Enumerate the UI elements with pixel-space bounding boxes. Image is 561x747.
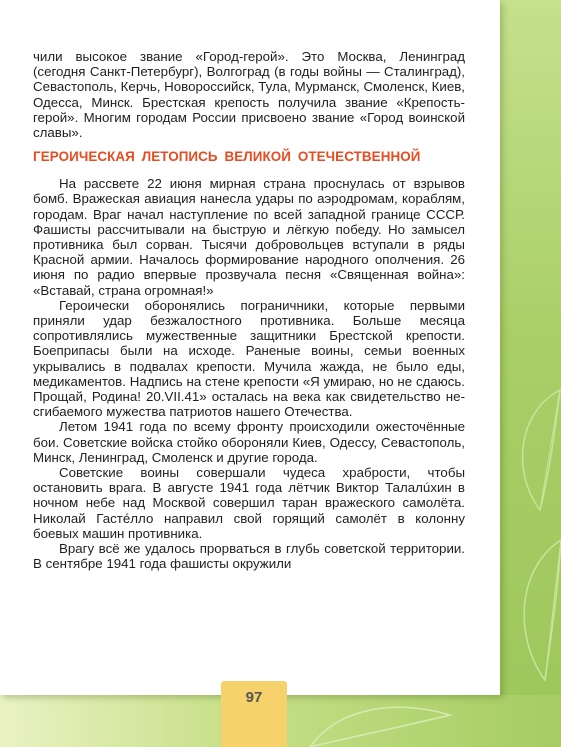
paragraph-summer-1941: Летом 1941 года по всему фронту происходили ожесточённые бои. Советские войска стойко обороняли Киев, Одессу, Севастополь, Минск, Ленинград, Смоленск и другие города. [33,419,465,465]
page-text [33,49,465,572]
page-number: 97 [245,689,263,706]
background-right-strip [500,0,561,747]
section-heading: ГЕРОИЧЕСКАЯ ЛЕТОПИСЬ ВЕЛИКОЙ ОТЕЧЕСТВЕННОЙ [33,149,421,165]
paragraph-june-22: На рассвете 22 июня мирная страна проснулась от взрывов бомб. Вражеская авиация нанесла удары по аэродромам, кораблям, городам. Враг начал наступление по всей западной границе СССР. Фашисты рассчитывали на быструю и лёгкую победу. Но замысел противника был сорван. Тысячи добровольцев вступали в ряды Красной армии. Началось формирование народного ополчения. 26 июня по радио впервые прозвучала песня «Священная война»: «Вставай, страна огромная!» [33,176,465,298]
intro-paragraph: чили высокое звание «Город-герой». Это Москва, Ленинград (сегодня Санкт-Петербург), Волгоград (в годы войны — Сталинград), Севастополь, Керчь, Новороссийск, Тула, Мурманск, Смоленск, Киев, Одесса, Минск. Брестская крепость получила звание «Крепость-герой». Многим городам России присвоено звание «Город воинской славы». [33,49,465,141]
paragraph-september-1941: Врагу всё же удалось прорваться в глубь советской территории. В сентябре 1941 года фашисты окружили [33,541,465,572]
paragraph-border-guards: Героически оборонялись пограничники, которые первыми приняли удар безжалостного противника. Больше месяца сопротивлялись мужественные защитники Брестской крепости. Боеприпасы были на исходе. Раненые воины, семьи военных укрывались в подвалах крепости. Мучила жажда, не было еды, медикаментов. Надпись на стене крепости «Я умираю, но не сдаюсь. Прощай, Родина! 20.VII.41» осталась на века как свидетельство несгибаемого мужества патриотов нашего Отечества. [33,297,465,420]
paragraph-heroes: Советские воины совершали чудеса храбрости, чтобы остановить врага. В августе 1941 года лётчик Виктор Талалúхин в ночном небе над Москвой совершил таран вражеского самолёта. Николай Гастéлло направил свой горящий самолёт в колонну боевых машин противника. [33,465,465,541]
